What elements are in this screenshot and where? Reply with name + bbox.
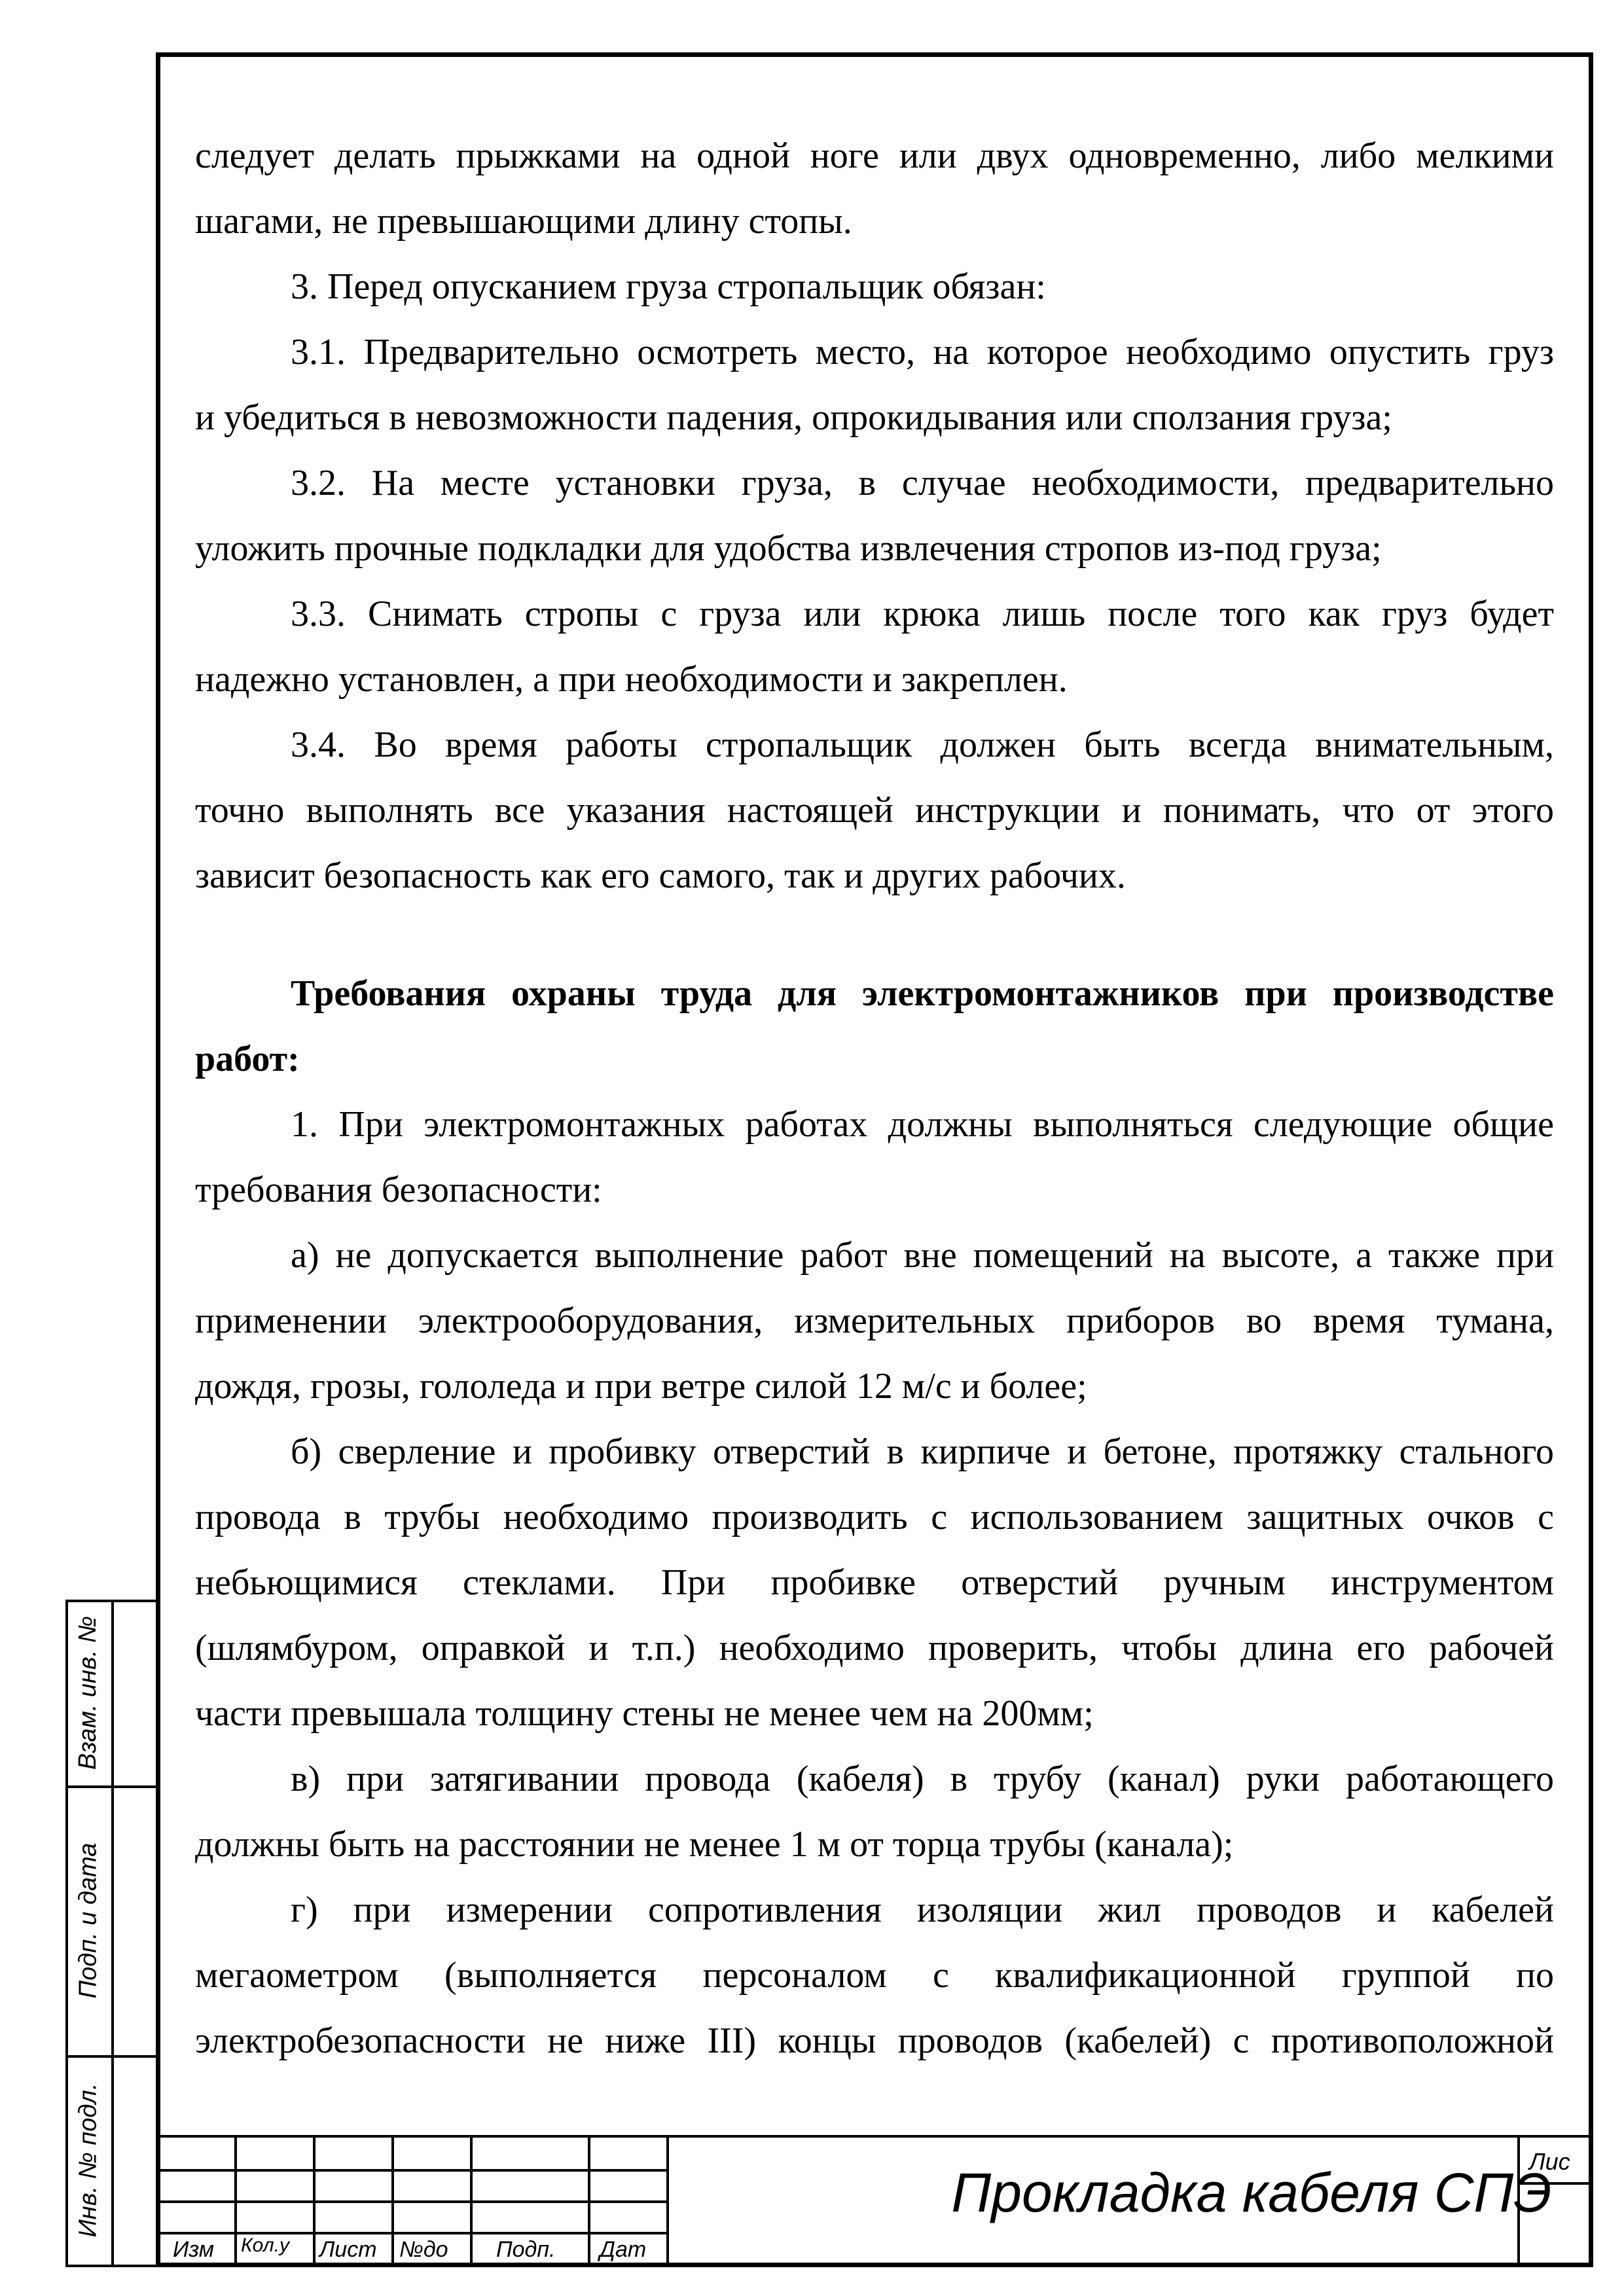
stamp-podp: Подп.	[496, 2237, 556, 2262]
text-line: мегаометром (выполняется персоналом с квалификационной группой по	[195, 1955, 1554, 1996]
text-line: дождя, грозы, гололеда и при ветре силой 12 м/с и более;	[195, 1366, 1087, 1407]
text-line: шагами, не превышающими длину стопы.	[195, 201, 852, 242]
text-line: 3.3. Снимать стропы с груза или крюка лишь после того как груз будет	[291, 594, 1554, 634]
stamp-line	[234, 2135, 237, 2267]
text-line: 3.2. На месте установки груза, в случае необходимости, предварительно	[291, 463, 1554, 503]
text-line: (шлямбуром, оправкой и т.п.) необходимо проверить, чтобы длина его рабочей	[195, 1628, 1554, 1668]
stamp-line	[666, 2135, 669, 2267]
text-line: применении электрооборудования, измерительных приборов во время тумана,	[195, 1300, 1554, 1341]
strip-divider	[111, 1600, 114, 2267]
text-line: 3.4. Во время работы стропальщик должен быть всегда внимательным,	[291, 725, 1554, 765]
text-line: следует делать прыжками на одной ноге или двух одновременно, либо мелкими	[195, 135, 1554, 176]
document-body	[195, 123, 1554, 2073]
binding-strip	[65, 1600, 156, 2267]
text-line: 3. Перед опусканием груза стропальщик обязан:	[291, 266, 1046, 307]
stamp-list: Лист	[319, 2237, 377, 2262]
stamp-kolu: Кол.у	[241, 2234, 289, 2256]
stamp-line	[313, 2135, 316, 2267]
text-line: требования безопасности:	[195, 1170, 602, 1210]
text-line: электробезопасности не ниже III) концы проводов (кабелей) с противоположной	[195, 2020, 1554, 2061]
sheet-label: Лис	[1529, 2148, 1570, 2175]
stamp-line	[470, 2135, 473, 2267]
text-line: точно выполнять все указания настоящей инструкции и понимать, что от этого	[195, 790, 1554, 831]
text-line: зависит безопасность как его самого, так и других рабочих.	[195, 855, 1126, 896]
text-line: 3.1. Предварительно осмотреть место, на которое необходимо опустить груз	[291, 332, 1554, 372]
document-title: Прокладка кабеля СПЭ	[951, 2162, 1552, 2223]
original-inventory-label: Инв. № подл.	[74, 2083, 102, 2237]
text-line: небьющимися стеклами. При пробивке отверстий ручным инструментом	[195, 1562, 1554, 1603]
text-line: а) не допускается выполнение работ вне помещений на высоте, а также при	[291, 1235, 1554, 1276]
text-line: уложить прочные подкладки для удобства извлечения стропов из-под груза;	[195, 528, 1382, 569]
section-heading: Требования охраны труда для электромонтажников при производстве	[291, 973, 1554, 1014]
text-line: б) сверление и пробивку отверстий в кирпиче и бетоне, протяжку стального	[291, 1431, 1554, 1472]
text-line: провода в трубы необходимо производить с использованием защитных очков с	[195, 1497, 1554, 1537]
text-line: должны быть на расстоянии не менее 1 м от торца трубы (канала);	[195, 1824, 1234, 1865]
text-line: части превышала толщину стены не менее чем на 200мм;	[195, 1693, 1094, 1734]
stamp-line	[391, 2135, 394, 2267]
text-line: г) при измерении сопротивления изоляции жил проводов и кабелей	[291, 1890, 1554, 1930]
signature-date-label: Подп. и дата	[74, 1842, 102, 1998]
text-line: 1. При электромонтажных работах должны выполняться следующие общие	[291, 1104, 1554, 1145]
title-block	[156, 2135, 1593, 2267]
paragraph-gap	[195, 908, 1554, 961]
stamp-izm: Изм	[173, 2237, 215, 2262]
stamp-ndoc: №до	[399, 2237, 448, 2262]
stamp-line	[156, 2135, 1593, 2138]
text-line: надежно установлен, а при необходимости и закреплен.	[195, 659, 1068, 700]
stamp-line	[588, 2135, 590, 2267]
replacement-inventory-label: Взам. инв. №	[74, 1615, 102, 1770]
strip-border	[65, 2265, 156, 2267]
section-heading-cont: работ:	[195, 1039, 300, 1079]
stamp-date: Дат	[600, 2237, 647, 2262]
text-line: и убедиться в невозможности падения, опрокидывания или сползания груза;	[195, 397, 1392, 438]
text-line: в) при затягивании провода (кабеля) в трубу (канал) руки работающего	[291, 1759, 1554, 1799]
